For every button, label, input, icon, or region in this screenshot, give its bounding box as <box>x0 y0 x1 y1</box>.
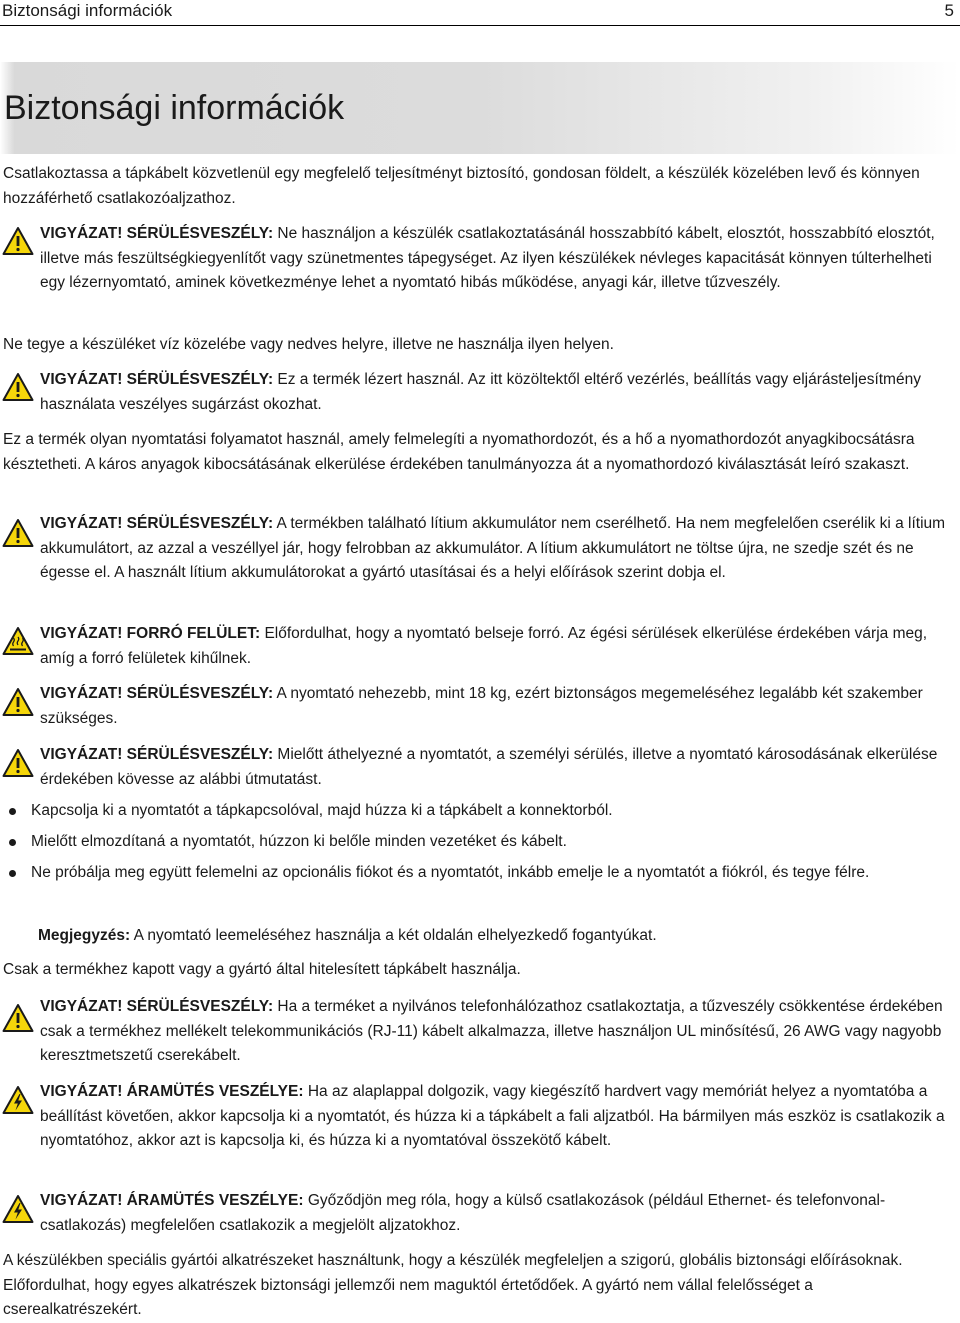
list-item-text: Ne próbálja meg együtt felemelni az opcionális fiókot és a nyomtatót, inkább emelje le a nyomtatót a fiókról, és tegye félre. <box>31 864 870 881</box>
electric-shock-icon <box>2 1194 34 1224</box>
note-text: A nyomtató leemeléséhez használja a két oldalán elhelyezkedő fogantyúkat. <box>130 927 657 944</box>
note-label: Megjegyzés: <box>38 927 131 944</box>
caution-text: A nyomtató nehezebb, mint 18 kg, ezért biztonságos megemeléséhez legalább két szakember szükséges. <box>40 685 923 727</box>
caution-label: VIGYÁZAT! FORRÓ FELÜLET: <box>40 625 261 642</box>
caution-label: VIGYÁZAT! SÉRÜLÉSVESZÉLY: <box>40 685 274 702</box>
warning-triangle-icon <box>2 748 34 778</box>
power-cord-paragraph: Csak a termékhez kapott vagy a gyártó által hitelesített tápkábelt használja. <box>3 961 521 978</box>
caution-label: VIGYÁZAT! ÁRAMÜTÉS VESZÉLYE: <box>40 1083 304 1100</box>
caution-text: Előfordulhat, hogy a nyomtató belseje forró. Az égési sérülések elkerülése érdekében várja meg, amíg a forró felületek kihűlnek. <box>40 625 928 667</box>
caution-text: Győződjön meg róla, hogy a külső csatlakozások (például Ethernet- és telefonvonal-csatlakozás) megfelelően csatlakozik a megjelölt aljzatokhoz. <box>40 1192 886 1234</box>
warning-triangle-icon <box>2 518 34 548</box>
hot-surface-icon <box>2 626 34 656</box>
caution-text: Mielőtt áthelyezné a nyomtatót, a személyi sérülés, illetve a nyomtató károsodásának elkerülése érdekében kövesse az alábbi útmutatást. <box>40 746 938 788</box>
process-paragraph: Ez a termék olyan nyomtatási folyamatot használ, amely felmelegíti a nyomathordozót, és a hő a nyomathordozót anyagkibocsátásra késztetheti. A káros anyagok kibocsátásának elkerülése érdekében tanulmányozza át a nyomathordozó kiválasztását leíró szakaszt. <box>3 431 915 473</box>
warning-triangle-icon <box>2 226 34 256</box>
caution-text: Ha a terméket a nyilvános telefonhálózathoz csatlakoztatja, a tűzveszély csökkentése érdekében csak a termékhez mellékelt telekommunikációs (RJ-11) kábelt alkalmazza, illetve használjon UL minősítésű, 26 AWG vagy nagyobb keresztmetszetű cserekábelt. <box>40 998 943 1064</box>
caution-text: Ne használjon a készülék csatlakoztatásánál hosszabbító kábelt, elosztót, hosszabbító elosztót, illetve más feszültségkiegyenlítőt vagy szünetmentes tápegységet. Az ilyen készülékek névleges kapacitását könnyen túlterhelheti egy lézernyomtató, aminek következménye lehet a nyomtató hibás működése, anyagi kár, illetve tűzveszély. <box>40 225 935 291</box>
caution-label: VIGYÁZAT! SÉRÜLÉSVESZÉLY: <box>40 371 274 388</box>
header-rule <box>0 25 960 26</box>
final-paragraph: A készülékben speciális gyártói alkatrészeket használtunk, hogy a készülék megfeleljen a szigorú, globális biztonsági előírásoknak. Előfordulhat, hogy egyes alkatrészek biztonsági jellemzői nem maguktól értetődőek. A gyártó nem vállal felelősséget a cserealkatrészekért. <box>3 1252 903 1318</box>
caution-text: Ez a termék lézert használ. Az itt közöltektől eltérő vezérlés, beállítás vagy eljárásteljesítmény használata veszélyes sugárzást okozhat. <box>40 371 921 413</box>
warning-triangle-icon <box>2 1003 34 1033</box>
warning-triangle-icon <box>2 372 34 402</box>
caution-label: VIGYÁZAT! SÉRÜLÉSVESZÉLY: <box>40 225 274 242</box>
caution-label: VIGYÁZAT! ÁRAMÜTÉS VESZÉLYE: <box>40 1192 304 1209</box>
bullet-icon <box>9 808 16 815</box>
caution-text: Ha az alaplappal dolgozik, vagy kiegészítő hardvert vagy memóriát helyez a nyomtatóba a beállítást követően, akkor kapcsolja ki a nyomtatót, és húzza ki a tápkábelt a fali aljzatból. Ha bármilyen más eszköz is csatlakozik a nyomtatóhoz, akkor azt is kapcsolja ki, és húzza ki a nyomtatóval összekötő kábelt. <box>40 1083 945 1149</box>
bullet-icon <box>9 870 16 877</box>
caution-label: VIGYÁZAT! SÉRÜLÉSVESZÉLY: <box>40 998 274 1015</box>
water-paragraph: Ne tegye a készüléket víz közelébe vagy nedves helyre, illetve ne használja ilyen helyen. <box>3 336 614 353</box>
caution-label: VIGYÁZAT! SÉRÜLÉSVESZÉLY: <box>40 746 274 763</box>
list-item-text: Mielőtt elmozdítaná a nyomtatót, húzzon ki belőle minden vezetéket és kábelt. <box>31 833 567 850</box>
bullet-icon <box>9 839 16 846</box>
caution-label: VIGYÁZAT! SÉRÜLÉSVESZÉLY: <box>40 515 274 532</box>
running-header-title: Biztonsági információk <box>2 1 173 20</box>
page-title: Biztonsági információk <box>4 89 345 127</box>
intro-paragraph: Csatlakoztassa a tápkábelt közvetlenül egy megfelelő teljesítményt biztosító, gondosan földelt, a készülék közelében levő és könnyen hozzáférhető csatlakozóaljzathoz. <box>3 165 920 207</box>
electric-shock-icon <box>2 1085 34 1115</box>
warning-triangle-icon <box>2 687 34 717</box>
caution-text: A termékben található lítium akkumulátor nem cserélhető. Ha nem megfelelően cserélik ki a lítium akkumulátort, az azzal a veszéllyel jár, hogy felrobban az akkumulátor. A lítium akkumulátort ne töltse újra, ne szedje szét és ne égesse el. A használt lítium akkumulátorokat a gyártó utasításai és a helyi előírások szerint dobja el. <box>40 515 946 581</box>
page-number: 5 <box>944 1 954 20</box>
note-paragraph <box>38 924 938 949</box>
list-item-text: Kapcsolja ki a nyomtatót a tápkapcsolóval, majd húzza ki a tápkábelt a konnektorból. <box>31 802 613 819</box>
